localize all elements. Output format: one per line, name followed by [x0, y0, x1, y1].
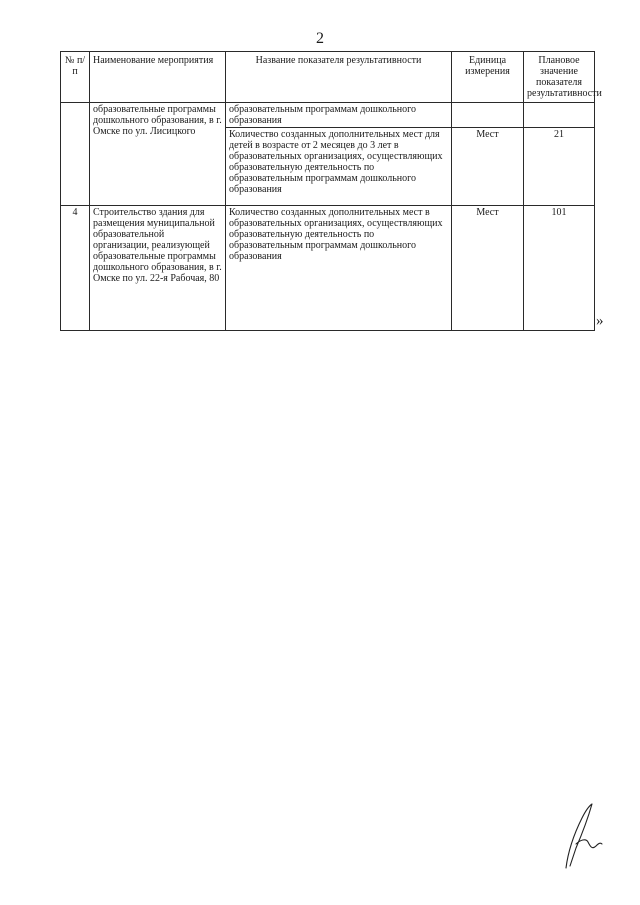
cell-event: образовательные программы дошкольного образования, в г. Омске по ул. Лисицкого: [90, 103, 226, 206]
table-header-row: [61, 52, 595, 103]
cell-unit: [452, 103, 524, 128]
cell-planned: 101: [524, 206, 595, 331]
cell-unit: Мест: [452, 128, 524, 206]
cell-planned: [524, 103, 595, 128]
header-num: № п/п: [61, 52, 90, 103]
cell-indicator: Количество созданных дополнительных мест для детей в возрасте от 2 месяцев до 3 лет в образовательных организациях, осуществляющих образовательную деятельность по образовательным программам дошкольного образования: [226, 128, 452, 206]
header-unit: Единица измерения: [452, 52, 524, 103]
header-indicator: Название показателя результативности: [226, 52, 452, 103]
page-number: 2: [316, 30, 324, 47]
header-planned: Плановое значение показателя результативности: [524, 52, 595, 103]
table-row: [61, 206, 595, 331]
cell-num: [61, 103, 90, 206]
cell-num: 4: [61, 206, 90, 331]
signature-icon: [552, 800, 612, 875]
cell-indicator: образовательным программам дошкольного образования: [226, 103, 452, 128]
results-table: [60, 51, 602, 331]
header-event: Наименование мероприятия: [90, 52, 226, 103]
table-row: [61, 103, 595, 128]
cell-unit: Мест: [452, 206, 524, 331]
cell-event: Строительство здания для размещения муниципальной образовательной организации, реализующей образовательные программы дошкольного образования, в г. Омске по ул. 22-я Рабочая, 80: [90, 206, 226, 331]
cell-planned: 21: [524, 128, 595, 206]
cell-indicator: Количество созданных дополнительных мест в образовательных организациях, осуществляющих образовательную деятельность по образовательным программам дошкольного образования: [226, 206, 452, 331]
closing-quote: »: [596, 313, 604, 329]
